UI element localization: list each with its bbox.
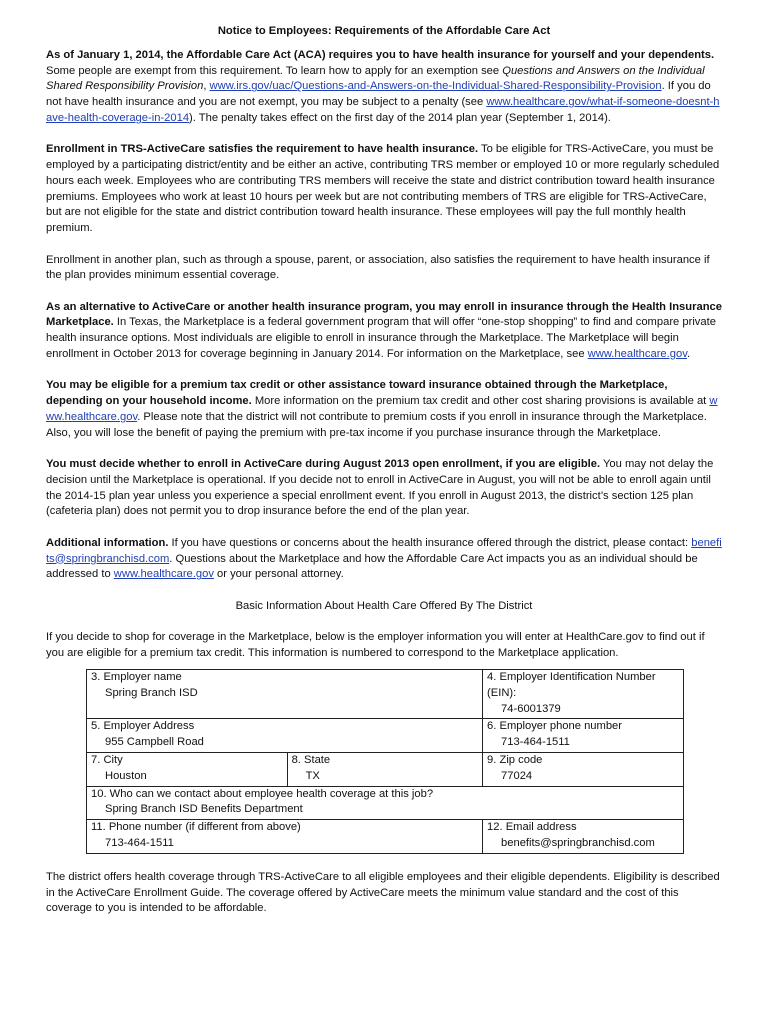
paragraph-additional-info: Additional information. If you have questions or concerns about the health insurance offered through the district, please contact: benefits@springbranchisd.com. Questions about the Marketplace and how the Affordable Care Act impacts you as an individual should be addressed to www.healthcare.gov or your personal attorney. (46, 536, 722, 581)
paragraph-tax-credit: You may be eligible for a premium tax credit or other assistance toward insurance obtained through the Marketplace, depending on your household income. More information on the premium tax credit and other cost sharing provisions is available at www.healthcare.gov. Please note that the district will not contribute to premium costs if you enroll in insurance through the Marketplace. Also, you will lose the benefit of paying the premium with pre-tax income if you purchase insurance through the Marketplace. (46, 379, 718, 439)
paragraph-marketplace: As an alternative to ActiveCare or another health insurance program, you may enroll in insurance through the Health Insurance Marketplace. In Texas, the Marketplace is a federal government program that will offer “one-stop shopping” to find and compare private health insurance options. Most individuals are eligible to enroll in insurance through the Marketplace. The Marketplace will begin enrollment in October 2013 for coverage beginning in January 2014. For information on the Marketplace, see www.healthcare.gov. (46, 300, 722, 361)
irs-link[interactable]: www.irs.gov/uac/Questions-and-Answers-on-the-Individual-Shared-Responsibility-Provision (209, 80, 662, 93)
state-cell: 8. State TX (287, 752, 482, 786)
paragraph-enrollment-decision: You must decide whether to enroll in ActiveCare during August 2013 open enrollment, if you are eligible. You may not delay the decision until the Marketplace is operational. If you decide not to enroll in ActiveCare in August, you will not be able to enroll again until the 2014-15 plan year unless you experience a special enrollment event. If you enroll in August 2013, the district’s section 125 plan (cafeteria plan) does not permit you to drop insurance before the end of the plan year. (46, 458, 714, 518)
aca-requirement-heading: As of January 1, 2014, the Affordable Care Act (ACA) requires you to have health insurance for yourself and your dependents. (46, 48, 715, 61)
enrollment-decision-heading: You must decide whether to enroll in ActiveCare during August 2013 open enrollment, if you are eligible. (46, 458, 601, 471)
healthcare-gov-link[interactable]: www.healthcare.gov (113, 568, 214, 581)
table-row (87, 752, 684, 786)
tax-credit-heading: You may be eligible for a premium tax credit or other assistance toward insurance obtained through the Marketplace, depending on your household income. (46, 379, 668, 408)
table-row (87, 670, 684, 719)
phone-number-cell: 11. Phone number (if different from above) 713-464-1511 (87, 820, 483, 854)
healthcare-penalty-link[interactable]: www.healthcare.gov/what-if-someone-doesnt-have-health-coverage-in-2014 (46, 96, 720, 124)
additional-info-heading: Additional information. (46, 536, 169, 549)
paragraph-aca-requirement: As of January 1, 2014, the Affordable Care Act (ACA) requires you to have health insurance for yourself and your dependents. Some people are exempt from this requirement. To learn how to apply for an exemption see Questions and Answers on the Individual Shared Responsibility Provision, www.irs.gov/uac/Questions-and-Answers-on-the-Individual-Shared-Responsibility-Provision. If you do not have health insurance and you are not exempt, you may be subject to a penalty (see www.healthcare.gov/what-if-someone-doesnt-have-health-coverage-in-2014). The penalty takes effect on the first day of the 2014 plan year (September 1, 2014). (46, 48, 720, 124)
table-row (87, 820, 684, 854)
healthcare-gov-link[interactable]: www.healthcare.gov (46, 395, 718, 423)
trs-activecare-heading: Enrollment in TRS-ActiveCare satisfies the requirement to have health insurance. (46, 143, 479, 156)
marketplace-heading: As an alternative to ActiveCare or another health insurance program, you may enroll in insurance through the Health Insurance Marketplace. (46, 300, 722, 329)
benefits-email-link[interactable]: benefits@springbranchisd.com (46, 536, 722, 565)
paragraph-shop-coverage: If you decide to shop for coverage in the Marketplace, below is the employer information you will enter at HealthCare.gov to find out if you are eligible for a premium tax credit. This information is numbered to correspond to the Marketplace application. (46, 631, 705, 660)
employer-name-cell: 3. Employer name Spring Branch ISD (87, 670, 483, 719)
table-row (87, 786, 684, 820)
ein-cell: 4. Employer Identification Number (EIN): 74-6001379 (483, 670, 684, 719)
table-row (87, 719, 684, 753)
employer-phone-cell: 6. Employer phone number 713-464-1511 (483, 719, 684, 753)
section-subtitle: Basic Information About Health Care Offered By The District (235, 599, 533, 612)
email-cell: 12. Email address benefits@springbranchisd.com (483, 820, 684, 854)
paragraph-other-plan: Enrollment in another plan, such as through a spouse, parent, or association, also satisfies the requirement to have health insurance if the plan provides minimum essential coverage. (46, 253, 710, 282)
document-title: Notice to Employees: Requirements of the Affordable Care Act (217, 25, 551, 37)
notice-document (46, 24, 722, 933)
paragraph-coverage-offered: The district offers health coverage through TRS-ActiveCare to all eligible employees and their eligible dependents. Eligibility is described in the ActiveCare Enrollment Guide. The coverage offered by ActiveCare meets the minimum value standard and the cost of this coverage to you is intended to be affordable. (46, 870, 720, 915)
employer-info-table (86, 669, 684, 854)
employer-address-cell: 5. Employer Address 955 Campbell Road (87, 719, 483, 753)
city-cell: 7. City Houston (87, 752, 288, 786)
zip-cell: 9. Zip code 77024 (483, 752, 684, 786)
irs-publication-title: Questions and Answers on the Individual Shared Responsibility Provision (46, 64, 705, 93)
contact-cell: 10. Who can we contact about employee health coverage at this job? Spring Branch ISD Benefits Department (87, 786, 684, 820)
healthcare-gov-link[interactable]: www.healthcare.gov (587, 348, 687, 361)
paragraph-trs-activecare: Enrollment in TRS-ActiveCare satisfies the requirement to have health insurance. To be eligible for TRS-ActiveCare, you must be employed by a participating district/entity and be either an active, contributing TRS member or employed 10 or more regularly scheduled hours each week. Employees who are contributing TRS members will receive the state and district contribution toward health insurance premiums. Employees who work at least 10 hours per week but are not contributing members of TRS are eligible for TRS-ActiveCare, but are not eligible for the state and district contribution toward health insurance. These employees will pay the full monthly health premium. (46, 143, 720, 235)
